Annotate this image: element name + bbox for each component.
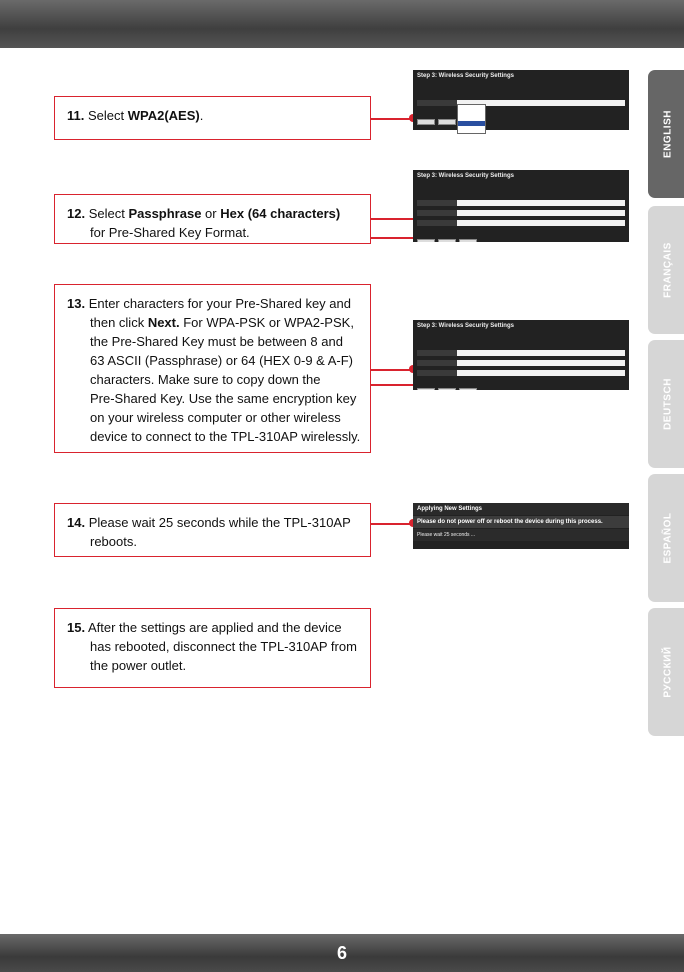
- step-text: Please wait 25 seconds while the TPL-310AP: [85, 515, 351, 530]
- step-text: the Pre-Shared Key must be between 8 and: [90, 334, 343, 349]
- step-number: 15.: [67, 620, 86, 635]
- screenshot-row: [417, 200, 625, 206]
- step-13-box: [54, 284, 371, 453]
- tab-label: DEUTSCH: [662, 378, 674, 430]
- screenshot-header: Step 3: Wireless Security Settings: [417, 323, 514, 329]
- screenshot-buttons: [417, 381, 480, 387]
- tab-francais[interactable]: [648, 206, 684, 334]
- screenshot-applying-settings: [413, 503, 629, 549]
- tab-russian[interactable]: [648, 608, 684, 736]
- step-text: device to connect to the TPL-310AP wirelessly.: [90, 429, 361, 444]
- screenshot-row: [417, 210, 625, 216]
- step-text: Enter characters for your Pre-Shared key and: [85, 296, 351, 311]
- connector-line: [371, 118, 413, 120]
- step-text: Select: [84, 108, 128, 123]
- screenshot-header: Applying New Settings: [413, 503, 629, 515]
- step-text: After the settings are applied and the device: [85, 620, 342, 635]
- tab-label: ESPAÑOL: [662, 512, 674, 564]
- step-bold-term: Passphrase: [128, 206, 202, 221]
- tab-label: FRANÇAIS: [662, 242, 674, 298]
- step-15-box: [54, 608, 371, 688]
- step-number: 12.: [67, 206, 86, 221]
- step-text: or: [201, 206, 221, 221]
- screenshot-row: [417, 100, 625, 106]
- step-bold-term: Next.: [147, 315, 180, 330]
- page-number: 6: [336, 943, 347, 963]
- step-bold-term: WPA2(AES): [127, 108, 200, 123]
- step-number: 13.: [67, 296, 86, 311]
- encryption-dropdown: [457, 104, 486, 134]
- screenshot-buttons: [417, 232, 480, 238]
- screenshot-buttons: [417, 112, 459, 118]
- screenshot-row: [417, 360, 625, 366]
- screenshot-warning-text: Please do not power off or reboot the device during this process.: [413, 516, 629, 528]
- header-bar: [0, 0, 684, 48]
- step-12-box: [54, 194, 371, 244]
- step-text: Pre-Shared Key. Use the same encryption key: [90, 391, 357, 406]
- screenshot-row: [417, 220, 625, 226]
- screenshot-header: Step 3: Wireless Security Settings: [417, 73, 514, 79]
- step-text: the power outlet.: [90, 658, 187, 673]
- screenshot-security-encryption: [413, 70, 629, 130]
- step-text: has rebooted, disconnect the TPL-310AP from: [90, 639, 357, 654]
- step-14-box: [54, 503, 371, 557]
- step-number: 11.: [67, 108, 85, 123]
- step-text: for Pre-Shared Key Format.: [90, 225, 250, 240]
- screenshot-wait-text: Please wait 25 seconds ...: [413, 529, 629, 541]
- step-11-box: [54, 96, 371, 140]
- step-text: characters. Make sure to copy down the: [90, 372, 321, 387]
- tab-english[interactable]: [648, 70, 684, 198]
- step-text: on your wireless computer or other wireless: [90, 410, 341, 425]
- step-text: .: [199, 108, 204, 123]
- tab-espanol[interactable]: [648, 474, 684, 602]
- connector-line: [371, 369, 413, 371]
- screenshot-row: [417, 350, 625, 356]
- step-bold-term: Hex (64 characters): [220, 206, 341, 221]
- screenshot-key-format: [413, 170, 629, 242]
- screenshot-header: Step 3: Wireless Security Settings: [417, 173, 514, 179]
- step-text: 63 ASCII (Passphrase) or 64 (HEX 0-9 & A-F): [90, 353, 353, 368]
- step-text: then click: [90, 315, 148, 330]
- tab-deutsch[interactable]: [648, 340, 684, 468]
- screenshot-pre-shared-key: [413, 320, 629, 390]
- step-text: reboots.: [90, 534, 137, 549]
- tab-label: РУССКИЙ: [662, 646, 674, 698]
- connector-line: [371, 523, 413, 525]
- tab-label: ENGLISH: [662, 110, 674, 158]
- step-text: Select: [85, 206, 129, 221]
- screenshot-row: [417, 370, 625, 376]
- step-text: For WPA-PSK or WPA2-PSK,: [179, 315, 354, 330]
- step-number: 14.: [67, 515, 86, 530]
